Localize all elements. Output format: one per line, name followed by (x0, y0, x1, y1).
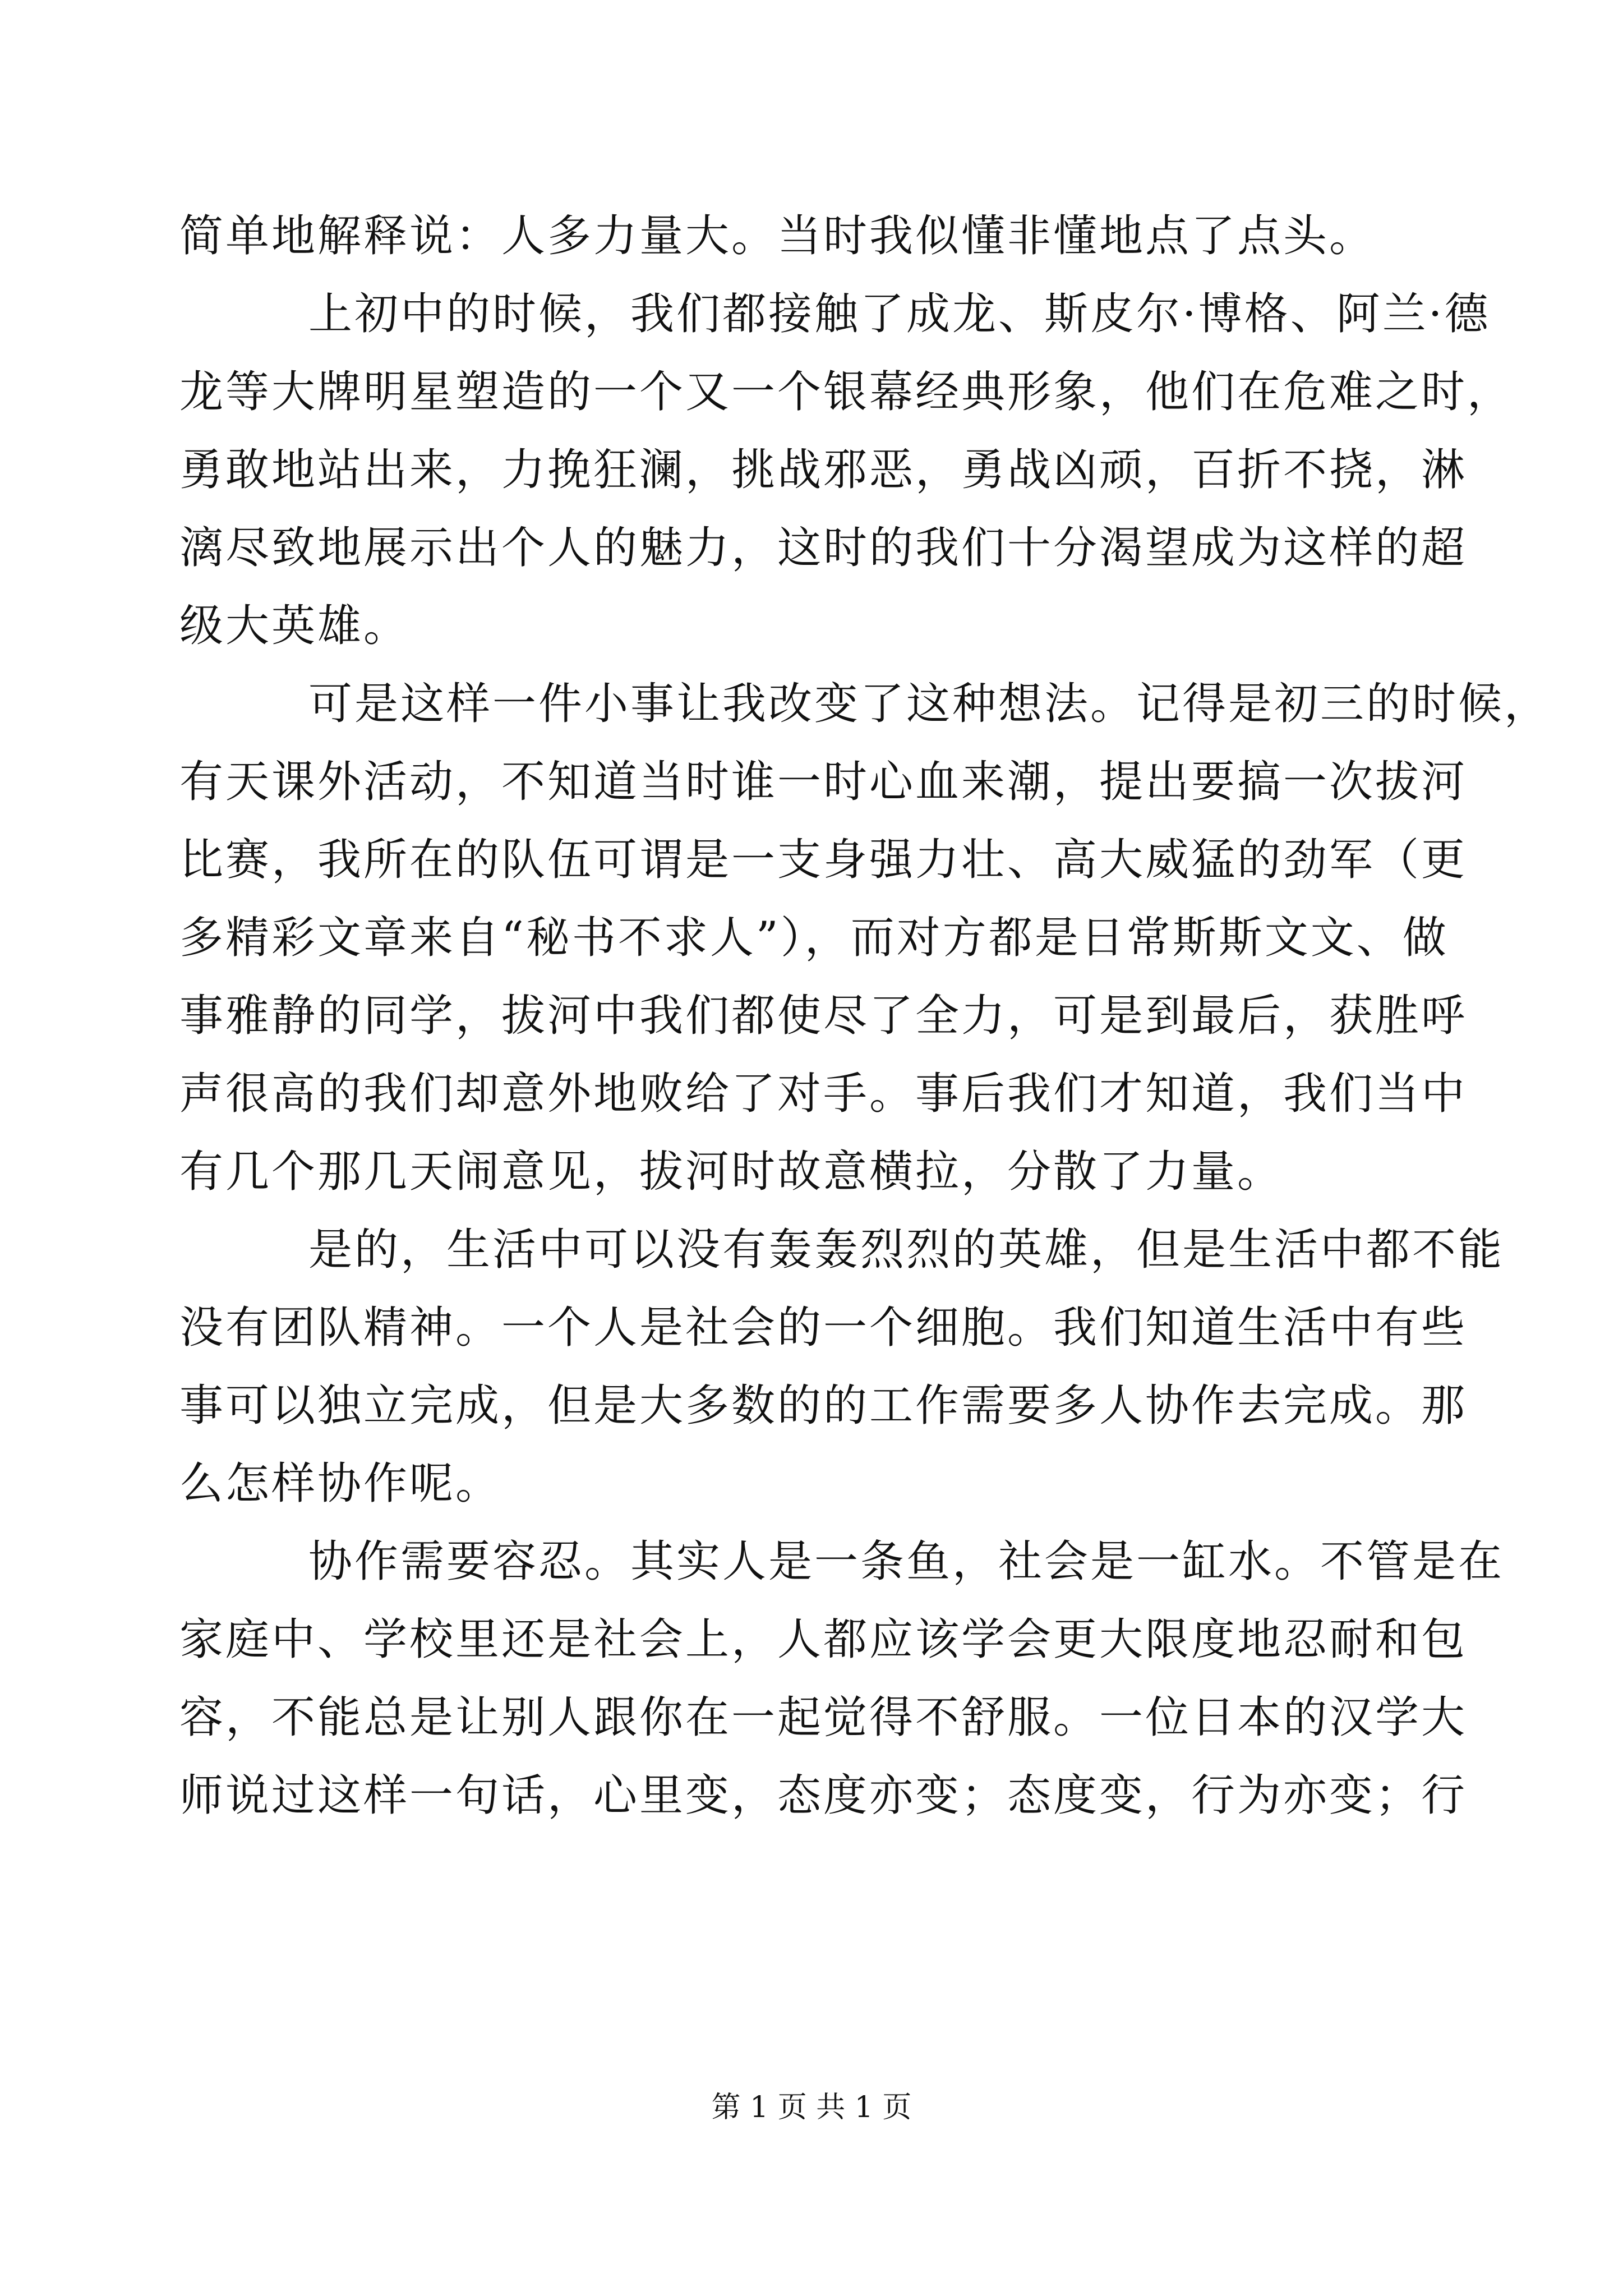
document-body (179, 197, 1551, 1835)
paragraph-first-line: 是的，生活中可以没有轰轰烈烈的英雄，但是生活中都不能 (308, 1225, 1505, 1275)
text-line: 有几个那几天闹意见，拔河时故意横拉，分散了力量。 (179, 1147, 1284, 1197)
text-line: 声很高的我们却意外地败给了对手。事后我们才知道，我们当中 (179, 1069, 1468, 1119)
text-line: 没有团队精神。一个人是社会的一个细胞。我们知道生活中有些 (179, 1303, 1468, 1353)
text-line: 容，不能总是让别人跟你在一起觉得不舒服。一位日本的汉学大 (179, 1692, 1468, 1743)
text-line: 漓尽致地展示出个人的魅力，这时的我们十分渴望成为这样的超 (179, 523, 1468, 573)
paragraph-first-line: 上初中的时候，我们都接触了成龙、斯皮尔·博格、阿兰·德 (308, 289, 1491, 339)
text-line: 么怎样协作呢。 (179, 1458, 502, 1509)
text-line: 师说过这样一句话，心里变，态度亦变；态度变，行为亦变；行 (179, 1770, 1468, 1821)
paragraph-first-line: 协作需要容忍。其实人是一条鱼，社会是一缸水。不管是在 (308, 1536, 1505, 1587)
page-number-label: 第 1 页 共 1 页 (711, 2091, 912, 2124)
text-line: 家庭中、学校里还是社会上，人都应该学会更大限度地忍耐和包 (179, 1614, 1468, 1665)
text-line: 比赛，我所在的队伍可谓是一支身强力壮、高大威猛的劲军（更 (179, 835, 1468, 885)
text-line: 简单地解释说：人多力量大。当时我似懂非懂地点了点头。 (179, 211, 1376, 261)
paragraph-first-line: 可是这样一件小事让我改变了这种想法。记得是初三的时候， (308, 679, 1551, 729)
text-line: 事雅静的同学，拔河中我们都使尽了全力，可是到最后，获胜呼 (179, 991, 1468, 1041)
text-line: 龙等大牌明星塑造的一个又一个银幕经典形象，他们在危难之时， (179, 367, 1514, 417)
page-footer (0, 2088, 1623, 2127)
text-line: 事可以独立完成，但是大多数的的工作需要多人协作去完成。那 (179, 1381, 1468, 1431)
text-line: 勇敢地站出来，力挽狂澜，挑战邪恶，勇战凶顽，百折不挠，淋 (179, 445, 1468, 495)
text-line: 多精彩文章来自“秘书不求人”），而对方都是日常斯斯文文、做 (179, 913, 1449, 963)
text-line: 有天课外活动，不知道当时谁一时心血来潮，提出要搞一次拔河 (179, 757, 1468, 807)
text-line: 级大英雄。 (179, 601, 410, 651)
